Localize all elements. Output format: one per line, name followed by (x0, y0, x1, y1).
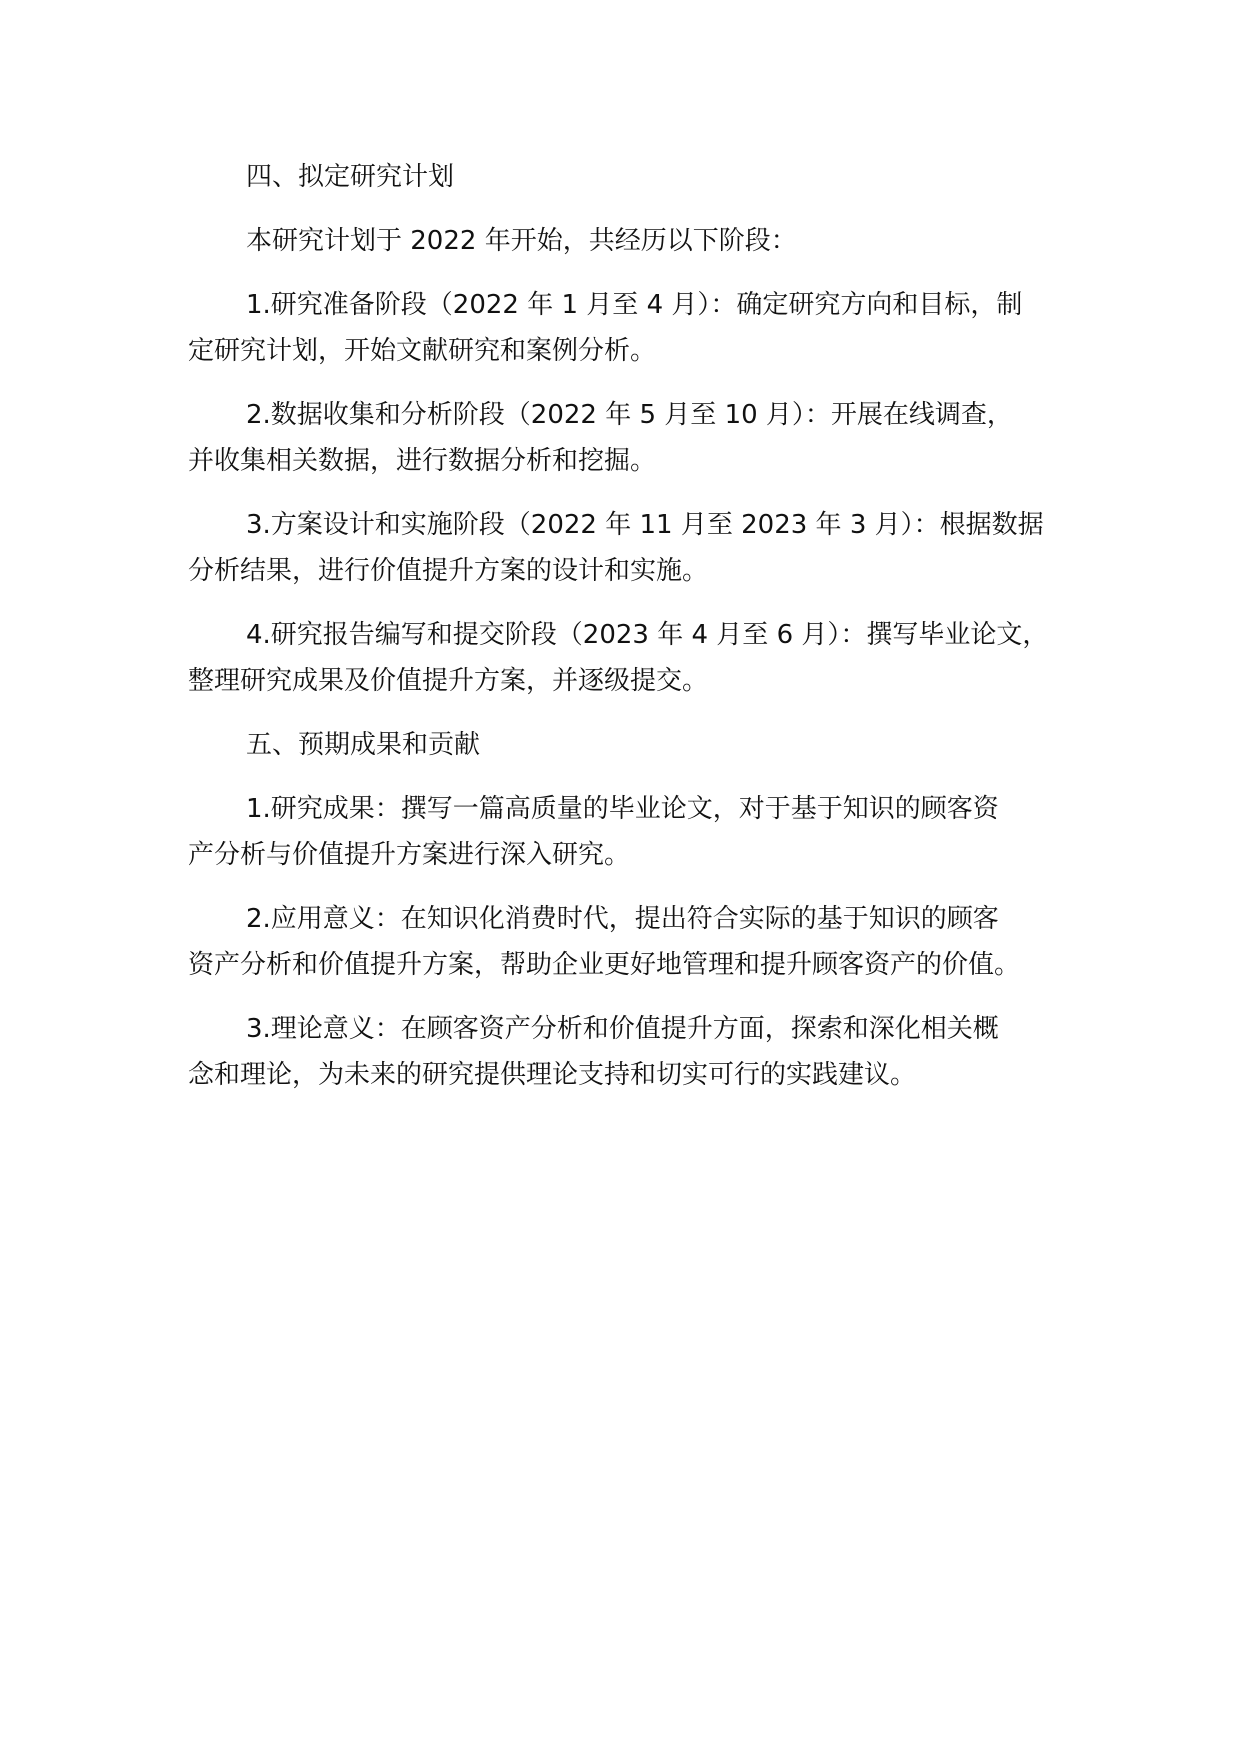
document-body (188, 154, 1088, 1116)
plan-item-2-line-1: 2.数据收集和分析阶段（2022 年 5 月至 10 月）：开展在线调查， (246, 400, 1013, 430)
section-5-heading: 五、预期成果和贡献 (246, 730, 481, 760)
plan-item-3-line-1: 3.方案设计和实施阶段（2022 年 11 月至 2023 年 3 月）：根据数据 (246, 510, 1044, 540)
plan-item-1-line-2: 定研究计划，开始文献研究和案例分析。 (188, 336, 657, 366)
plan-item-3 (188, 502, 1088, 594)
plan-item-1 (188, 282, 1088, 374)
section-4-heading: 四、拟定研究计划 (246, 162, 455, 192)
outcome-item-1-line-1: 1.研究成果：撰写一篇高质量的毕业论文，对于基于知识的顾客资 (246, 794, 999, 824)
section-4-intro: 本研究计划于 2022 年开始，共经历以下阶段： (246, 226, 797, 256)
plan-item-3-line-2: 分析结果，进行价值提升方案的设计和实施。 (188, 556, 709, 586)
outcome-item-2 (188, 896, 1088, 988)
outcome-item-3-line-1: 3.理论意义：在顾客资产分析和价值提升方面，探索和深化相关概 (246, 1014, 999, 1044)
outcome-item-2-line-1: 2.应用意义：在知识化消费时代，提出符合实际的基于知识的顾客 (246, 904, 999, 934)
outcome-item-1-line-2: 产分析与价值提升方案进行深入研究。 (188, 840, 631, 870)
outcome-item-2-line-2: 资产分析和价值提升方案，帮助企业更好地管理和提升顾客资产的价值。 (188, 950, 1021, 980)
outcome-item-1 (188, 786, 1088, 878)
plan-item-1-line-1: 1.研究准备阶段（2022 年 1 月至 4 月）：确定研究方向和目标，制 (246, 290, 1023, 320)
plan-item-4-line-1: 4.研究报告编写和提交阶段（2023 年 4 月至 6 月）：撰写毕业论文， (246, 620, 1049, 650)
outcome-item-3-line-2: 念和理论，为未来的研究提供理论支持和切实可行的实践建议。 (188, 1060, 917, 1090)
plan-item-4 (188, 612, 1088, 704)
plan-item-4-line-2: 整理研究成果及价值提升方案，并逐级提交。 (188, 666, 709, 696)
plan-item-2 (188, 392, 1088, 484)
outcome-item-3 (188, 1006, 1088, 1098)
plan-item-2-line-2: 并收集相关数据，进行数据分析和挖掘。 (188, 446, 657, 476)
